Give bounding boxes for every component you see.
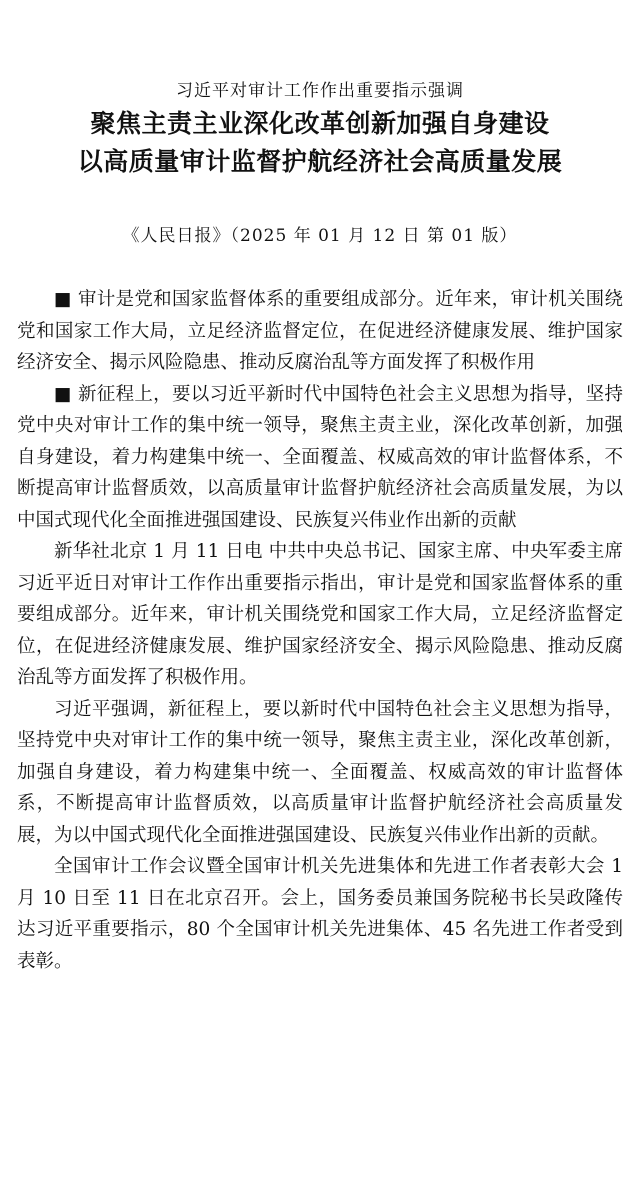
body-paragraph-1: 新华社北京 1 月 11 日电 中共中央总书记、国家主席、中央军委主席习近平近日对审计工作作出重要指示指出，审计是党和国家监督体系的重要组成部分。近年来，审计机关围绕党和国家工作大局，立足经济监督定位，在促进经济健康发展、维护国家经济安全、揭示风险隐患、推动反腐治乱等方面发挥了积极作用。 [17, 541, 623, 688]
lead-paragraph-2: ■ 新征程上，要以习近平新时代中国特色社会主义思想为指导，坚持党中央对审计工作的集中统一领导，聚焦主责主业，深化改革创新，加强自身建设，着力构建集中统一、全面覆盖、权威高效的审计监督体系，不断提高审计监督质效，以高质量审计监督护航经济社会高质量发展，为以中国式现代化全面推进强国建设、民族复兴伟业作出新的贡献 [17, 383, 623, 531]
article-kicker: 习近平对审计工作作出重要指示强调 [176, 81, 464, 101]
body-paragraph-2: 习近平强调，新征程上，要以新时代中国特色社会主义思想为指导，坚持党中央对审计工作的集中统一领导，聚焦主责主业，深化改革创新，加强自身建设，着力构建集中统一、全面覆盖、权威高效的审计监督体系，不断提高审计监督质效，以高质量审计监督护航经济社会高质量发展，为以中国式现代化全面推进强国建设、民族复兴伟业作出新的贡献。 [17, 698, 623, 846]
body-paragraph-3: 全国审计工作会议暨全国审计机关先进集体和先进工作者表彰大会 1 月 10 日至 11 日在北京召开。会上，国务委员兼国务院秘书长吴政隆传达习近平重要指示，80 个全国审计机关先进集体、45 名先进工作者受到表彰。 [17, 856, 623, 972]
article-title-line2: 以高质量审计监督护航经济社会高质量发展 [77, 147, 563, 176]
article-source: 《人民日报》（2025 年 01 月 12 日 第 01 版） [122, 226, 518, 246]
article-body [17, 284, 623, 977]
lead-paragraph-1: ■ 审计是党和国家监督体系的重要组成部分。近年来，审计机关围绕党和国家工作大局，立足经济监督定位，在促进经济健康发展、维护国家经济安全、揭示风险隐患、推动反腐治乱等方面发挥了积极作用 [17, 289, 623, 373]
article-title-line1: 聚焦主责主业深化改革创新加强自身建设 [90, 109, 550, 138]
